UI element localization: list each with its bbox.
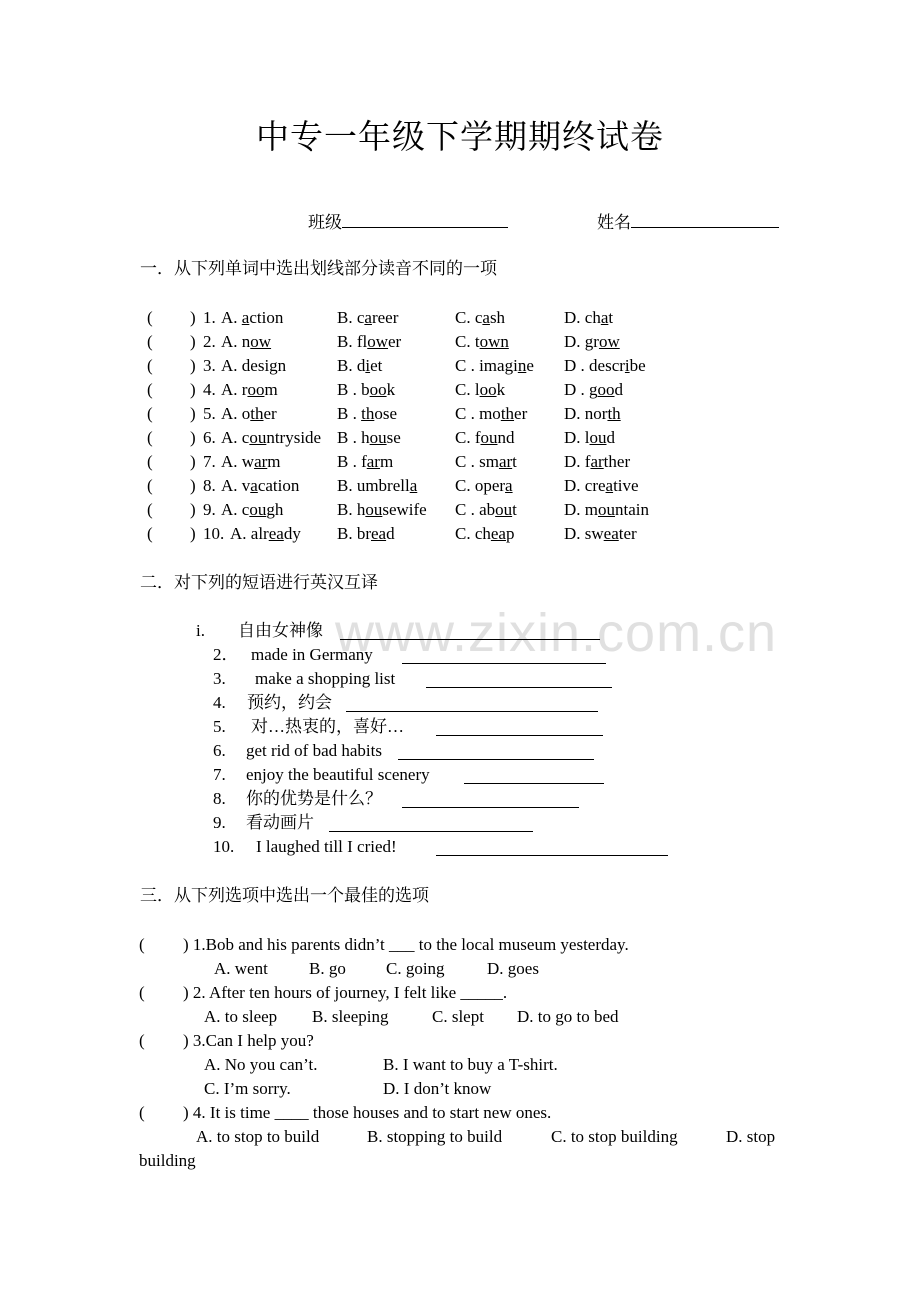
word-part: sh: [489, 308, 506, 327]
option-a: A. to sleep: [204, 1007, 278, 1026]
option-c: [455, 476, 513, 496]
answer-paren-close: ): [190, 404, 196, 423]
word-part: d: [386, 524, 395, 543]
word-part: C . imagi: [455, 356, 518, 375]
answer-paren: (: [147, 452, 153, 471]
option-d: D. I don’t know: [383, 1079, 492, 1098]
option-b: [337, 452, 393, 472]
phrase-text: made in Germany: [251, 645, 373, 664]
word-part: e: [526, 356, 534, 375]
underlined-letters: i: [624, 356, 630, 375]
option-b: [337, 308, 398, 328]
underlined-letters: ea: [603, 524, 619, 543]
name-blank: [631, 211, 779, 228]
word-part: B. br: [337, 524, 371, 543]
word-part: ther: [603, 452, 631, 471]
word-part: C. t: [455, 332, 480, 351]
option-c: [455, 356, 534, 376]
class-field: [308, 211, 508, 233]
word-part: m: [267, 452, 281, 471]
answer-blank[interactable]: [346, 695, 598, 712]
item-number: 2．: [213, 645, 239, 664]
word-part: C . mo: [455, 404, 501, 423]
word-part: m: [264, 380, 278, 399]
underlined-letters: a: [605, 476, 614, 495]
answer-paren: (: [147, 404, 153, 423]
underlined-letters: g: [269, 356, 278, 375]
word-part: D . g: [564, 380, 598, 399]
word-part: sewife: [382, 500, 427, 519]
word-part: C. ch: [455, 524, 491, 543]
phrase-text: 看动画片: [246, 813, 314, 832]
answer-paren-close: ): [190, 308, 196, 327]
option-c: [455, 452, 517, 472]
underlined-letters: a: [482, 308, 490, 327]
item-number: 9.: [203, 500, 216, 519]
underlined-letters: ou: [365, 500, 383, 519]
word-part: C. l: [455, 380, 480, 399]
word-part: D. l: [564, 428, 590, 447]
class-blank: [342, 211, 508, 228]
word-part: D. f: [564, 452, 591, 471]
option-d: [564, 404, 621, 424]
answer-paren-close: ): [190, 356, 196, 375]
word-part: D. cre: [564, 476, 606, 495]
underlined-letters: a: [505, 476, 513, 495]
word-part: nd: [497, 428, 515, 447]
option-d: D. goes: [487, 959, 539, 978]
phrase-text: 对…热衷的，喜好…: [251, 717, 404, 736]
underlined-letters: ea: [371, 524, 387, 543]
answer-paren-close: ): [190, 332, 196, 351]
option-b: [337, 428, 401, 448]
option-a: [221, 380, 278, 400]
underlined-letters: th: [361, 404, 375, 423]
item-number: 8.: [213, 789, 226, 808]
answer-blank[interactable]: [436, 839, 668, 856]
word-part: ction: [249, 308, 284, 327]
option-d: [564, 380, 623, 400]
underlined-letters: ou: [369, 428, 387, 447]
underlined-letters: a: [250, 476, 258, 495]
option-b: [337, 380, 395, 400]
underlined-letters: ea: [490, 524, 506, 543]
item-number: 3.: [213, 669, 226, 688]
underlined-letters: ar: [254, 452, 268, 471]
underlined-letters: ow: [367, 332, 389, 351]
word-part: C . ab: [455, 500, 496, 519]
word-part: er: [388, 332, 402, 351]
word-part: A. alr: [230, 524, 269, 543]
option-d: [564, 476, 639, 496]
word-part: dy: [283, 524, 301, 543]
word-part: A. c: [221, 428, 250, 447]
answer-paren: (: [147, 428, 153, 447]
answer-paren-close: ): [190, 524, 196, 543]
word-part: d: [606, 428, 615, 447]
underlined-letters: oo: [597, 380, 615, 399]
item-number: 9.: [213, 813, 226, 832]
underlined-letters: oo: [247, 380, 265, 399]
underlined-letters: ea: [268, 524, 284, 543]
answer-paren: (: [147, 308, 153, 327]
answer-paren: (: [147, 332, 153, 351]
underlined-letters: ar: [366, 452, 380, 471]
answer-paren: (: [147, 380, 153, 399]
word-part: B .: [337, 404, 362, 423]
word-part: A. n: [221, 332, 251, 351]
underlined-letters: a: [241, 308, 250, 327]
answer-blank[interactable]: [340, 623, 600, 640]
word-part: k: [386, 380, 396, 399]
word-part: B . f: [337, 452, 367, 471]
underlined-letters: a: [600, 308, 609, 327]
underlined-letters: ow: [598, 332, 620, 351]
answer-paren: (: [147, 476, 153, 495]
option-a: [221, 452, 281, 472]
option-d: [564, 452, 630, 472]
answer-blank[interactable]: [436, 719, 603, 736]
underlined-letters: own: [479, 332, 509, 351]
answer-paren: (: [139, 935, 145, 954]
option-a: [221, 404, 277, 424]
underlined-letters: oo: [479, 380, 497, 399]
word-part: ose: [374, 404, 397, 423]
question-stem: ) 2. After ten hours of journey, I felt like _____.: [183, 983, 508, 1002]
word-part: reer: [371, 308, 399, 327]
answer-paren-close: ): [190, 380, 196, 399]
underlined-letters: ou: [598, 500, 615, 519]
word-part: D. nor: [564, 404, 608, 423]
word-part: D. ch: [564, 308, 601, 327]
underlined-letters: a: [364, 308, 372, 327]
underlined-letters: ou: [249, 500, 267, 519]
word-part: m: [379, 452, 394, 471]
word-part: B. c: [337, 308, 365, 327]
option-b: [337, 476, 417, 496]
word-part: gh: [266, 500, 284, 519]
option-b: B. I want to buy a T-shirt.: [383, 1055, 558, 1074]
word-part: D. gr: [564, 332, 599, 351]
answer-blank[interactable]: [398, 743, 594, 760]
option-c: [455, 308, 505, 328]
underlined-letters: oo: [369, 380, 387, 399]
answer-paren: (: [139, 1103, 145, 1122]
word-part: D. m: [564, 500, 598, 519]
word-part: A.: [221, 308, 242, 327]
option-a: [221, 428, 321, 448]
item-number: 6.: [213, 741, 226, 760]
word-part: C. c: [455, 308, 483, 327]
word-part: ter: [618, 524, 637, 543]
section2-heading: 二．对下列的短语进行英汉互译: [140, 573, 378, 592]
word-part: ntryside: [266, 428, 322, 447]
item-number: 3.: [203, 356, 216, 375]
watermark: www.zixin.com.cn: [335, 603, 778, 663]
answer-blank[interactable]: [464, 767, 604, 784]
item-number: 7.: [203, 452, 216, 471]
underlined-letters: th: [500, 404, 515, 423]
answer-paren: (: [139, 983, 145, 1002]
option-a: [221, 356, 286, 376]
question-stem: ) 4. It is time ____ those houses and to start new ones.: [183, 1103, 552, 1122]
item-number: 10.: [203, 524, 225, 543]
underlined-letters: ow: [250, 332, 272, 351]
option-d: [564, 308, 613, 328]
answer-blank[interactable]: [329, 815, 533, 832]
option-a: [230, 524, 301, 544]
option-c: [455, 332, 509, 352]
word-part: er: [263, 404, 277, 423]
word-part: B . h: [337, 428, 370, 447]
underlined-letters: th: [250, 404, 264, 423]
item-number: 8.: [203, 476, 216, 495]
option-a: A. to stop to build: [196, 1127, 320, 1146]
item-number: 4.: [203, 380, 216, 399]
phrase-text: enjoy the beautiful scenery: [246, 765, 430, 784]
word-part: C. oper: [455, 476, 506, 495]
word-part: B. d: [337, 356, 366, 375]
option-a: [221, 476, 299, 496]
phrase-text: 你的优势是什么？: [246, 789, 382, 808]
answer-blank[interactable]: [402, 791, 579, 808]
item-number: 5.: [213, 717, 226, 736]
underlined-letters: i: [365, 356, 371, 375]
item-number: 5.: [203, 404, 216, 423]
word-part: t: [512, 452, 517, 471]
option-c: C. to stop building: [551, 1127, 678, 1146]
item-number: 2.: [203, 332, 216, 351]
word-part: C. f: [455, 428, 481, 447]
option-c: C. going: [386, 959, 445, 978]
option-d: [564, 500, 649, 520]
option-c: C. I’m sorry.: [204, 1079, 291, 1098]
word-part: B . b: [337, 380, 370, 399]
word-part: ntain: [615, 500, 649, 519]
word-part: C . sm: [455, 452, 499, 471]
word-part: A. v: [221, 476, 251, 495]
option-c: [455, 428, 515, 448]
answer-blank[interactable]: [426, 671, 612, 688]
option-d: [564, 356, 646, 376]
item-number: 7.: [213, 765, 226, 784]
word-part: B. fl: [337, 332, 368, 351]
item-number: 10.: [213, 837, 235, 856]
option-a: [221, 500, 283, 520]
word-part: k: [496, 380, 506, 399]
option-b: B. go: [309, 959, 346, 978]
underlined-letters: ou: [249, 428, 267, 447]
answer-paren-close: ): [190, 500, 196, 519]
question-stem: ) 3.Can I help you?: [183, 1031, 314, 1050]
option-c: [455, 380, 505, 400]
name-label: 姓名: [597, 213, 631, 232]
name-field: [597, 211, 779, 233]
phrase-text: get rid of bad habits: [246, 741, 382, 760]
item-number: i.: [196, 621, 205, 640]
option-c: [455, 404, 527, 424]
answer-paren: (: [139, 1031, 145, 1050]
answer-blank[interactable]: [402, 647, 606, 664]
word-part: cation: [257, 476, 300, 495]
word-part: n: [277, 356, 287, 375]
phrase-text: 预约，约会: [247, 693, 332, 712]
word-part: B. h: [337, 500, 366, 519]
underlined-letters: ar: [498, 452, 513, 471]
option-b: [337, 356, 382, 376]
option-d-continued: building: [139, 1151, 196, 1170]
word-part: A. desi: [221, 356, 270, 375]
answer-paren-close: ): [190, 428, 196, 447]
word-part: A. c: [221, 500, 250, 519]
option-c: C. slept: [432, 1007, 484, 1026]
item-number: 4.: [213, 693, 226, 712]
option-a: A. went: [214, 959, 268, 978]
underlined-letters: th: [607, 404, 621, 423]
option-b: B. stopping to build: [367, 1127, 503, 1146]
answer-paren-close: ): [190, 476, 196, 495]
word-part: A. o: [221, 404, 251, 423]
option-a: [221, 308, 283, 328]
option-b: B. sleeping: [312, 1007, 389, 1026]
word-part: et: [370, 356, 383, 375]
underlined-letters: n: [517, 356, 527, 375]
option-b: [337, 332, 401, 352]
option-b: [337, 404, 397, 424]
word-part: p: [505, 524, 515, 543]
answer-paren: (: [147, 500, 153, 519]
underlined-letters: ou: [480, 428, 498, 447]
word-part: A. r: [221, 380, 248, 399]
word-part: d: [614, 380, 624, 399]
option-c: [455, 524, 514, 544]
word-part: t: [608, 308, 614, 327]
section1-heading: 一．从下列单词中选出划线部分读音不同的一项: [140, 259, 497, 278]
class-label: 班级: [308, 213, 342, 232]
word-part: se: [386, 428, 401, 447]
word-part: D . descr: [564, 356, 625, 375]
word-part: A. w: [221, 452, 255, 471]
word-part: tive: [613, 476, 639, 495]
item-number: 1.: [203, 308, 216, 327]
question-stem: ) 1.Bob and his parents didn’t ___ to the local museum yesterday.: [183, 935, 629, 954]
option-d: [564, 428, 615, 448]
option-d: D. stop: [726, 1127, 776, 1146]
option-d: [564, 524, 637, 544]
underlined-letters: ou: [589, 428, 607, 447]
option-a: [221, 332, 271, 352]
word-part: D. sw: [564, 524, 604, 543]
option-d: D. to go to bed: [517, 1007, 619, 1026]
phrase-text: I laughed till I cried!: [256, 837, 397, 856]
option-b: [337, 524, 395, 544]
exam-title: 中专一年级下学期期终试卷: [256, 120, 664, 156]
underlined-letters: a: [409, 476, 418, 495]
option-c: [455, 500, 517, 520]
underlined-letters: ou: [495, 500, 513, 519]
section3-heading: 三．从下列选项中选出一个最佳的选项: [140, 886, 429, 905]
answer-paren: (: [147, 524, 153, 543]
option-b: [337, 500, 427, 520]
option-d: [564, 332, 620, 352]
underlined-letters: ar: [590, 452, 604, 471]
word-part: B. umbrell: [337, 476, 410, 495]
answer-paren: (: [147, 356, 153, 375]
option-a: A. No you can’t.: [204, 1055, 318, 1074]
word-part: t: [512, 500, 517, 519]
answer-paren-close: ): [190, 452, 196, 471]
word-part: er: [514, 404, 528, 423]
phrase-text: 自由女神像: [238, 621, 323, 640]
word-part: be: [629, 356, 646, 375]
item-number: 6.: [203, 428, 216, 447]
phrase-text: make a shopping list: [255, 669, 396, 688]
